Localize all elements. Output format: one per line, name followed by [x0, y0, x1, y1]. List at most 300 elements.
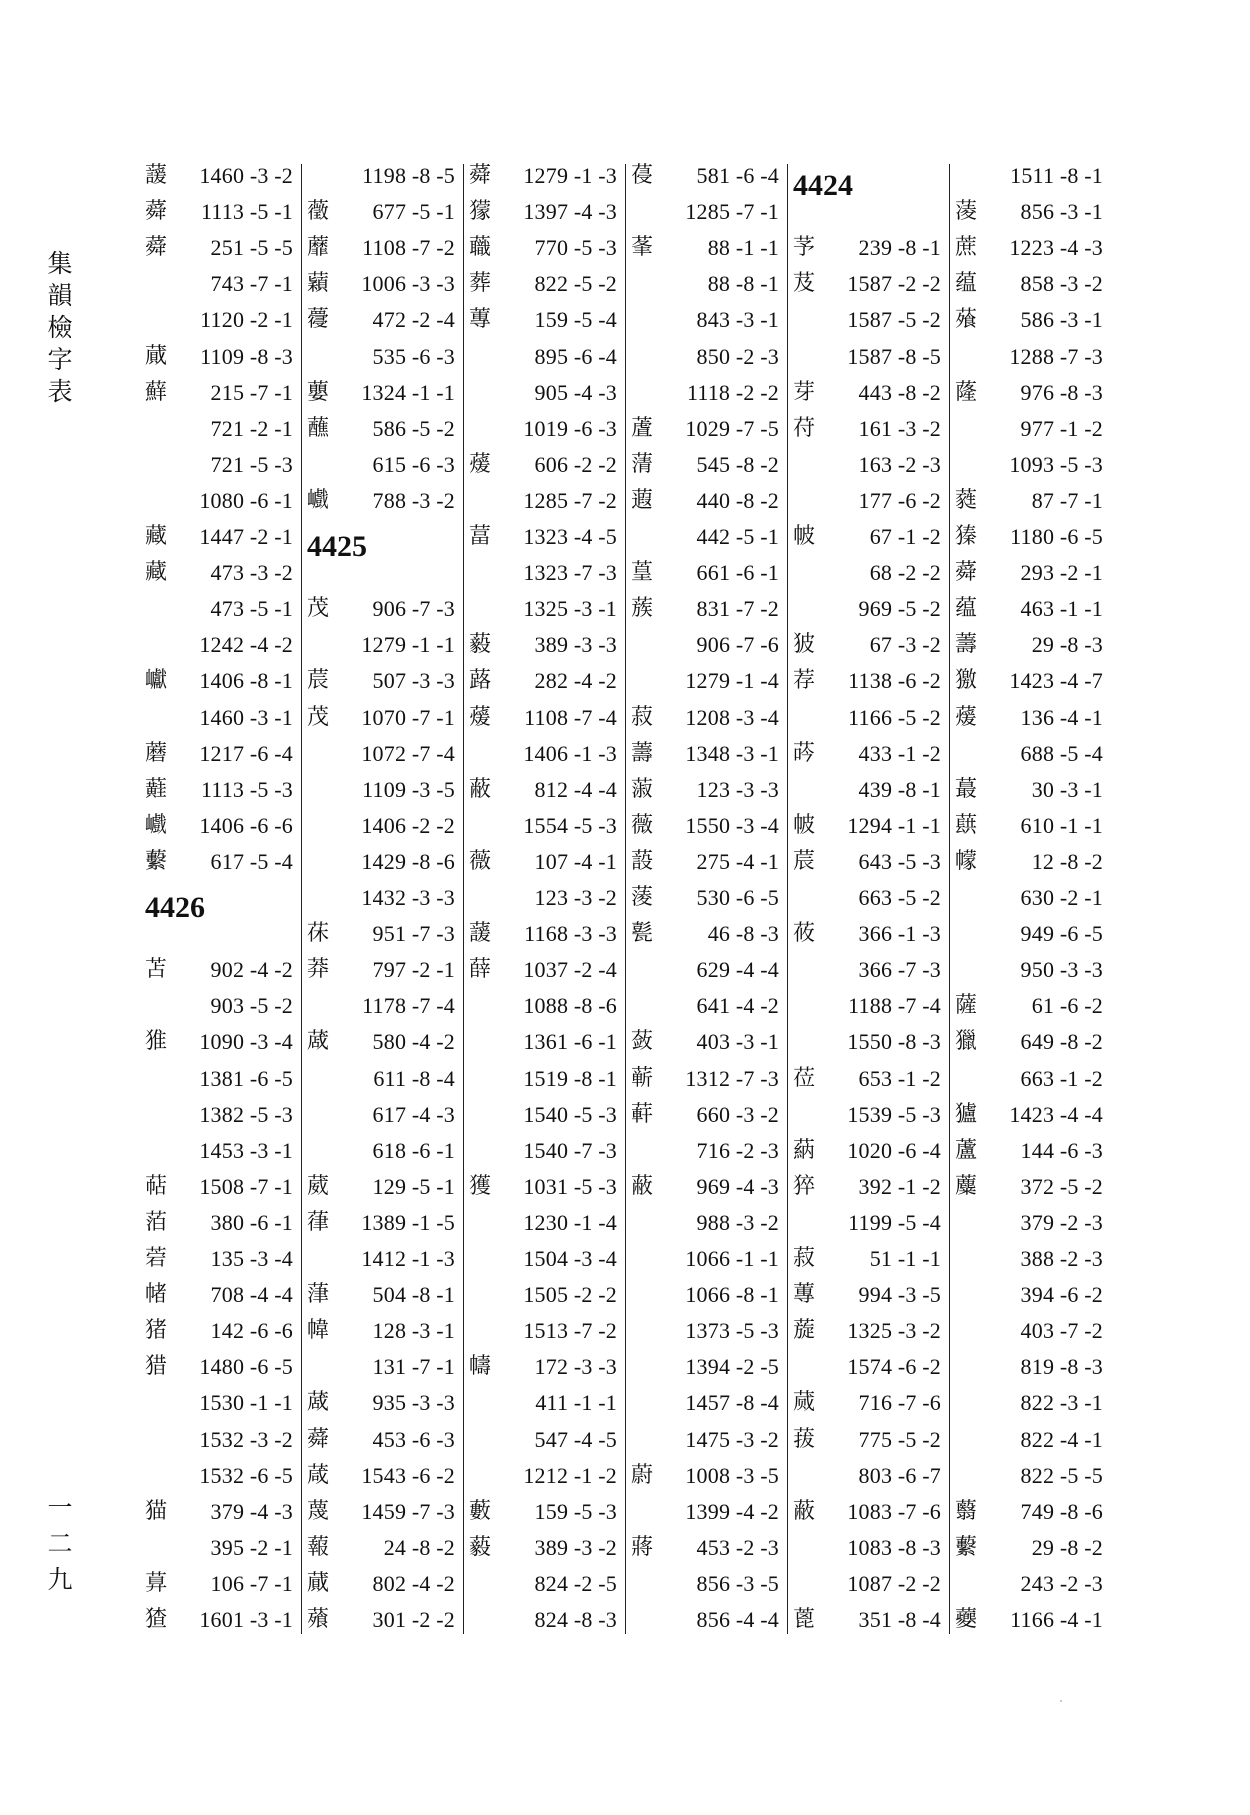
- entry-character: [145, 302, 175, 338]
- entry-reference: 1178 -7 -4: [362, 993, 455, 1019]
- index-entry: [793, 880, 951, 916]
- entry-reference: 630 -2 -1: [1020, 885, 1103, 910]
- index-entry: [955, 916, 1113, 952]
- index-entry: [307, 1313, 465, 1349]
- entry-reference: 1574 -6 -2: [847, 1354, 941, 1380]
- entry-character: [793, 447, 823, 483]
- entry-reference: 1090 -3 -4: [199, 1029, 293, 1055]
- entry-reference: 1109 -8 -3: [200, 343, 293, 369]
- entry-character: [307, 158, 337, 194]
- entry-reference: 610 -1 -1: [1020, 812, 1103, 838]
- entry-character: 苫: [145, 957, 168, 983]
- entry-reference: 1429 -8 -6: [361, 848, 455, 874]
- entry-reference: 1508 -7 -1: [199, 1173, 293, 1199]
- entry-reference: 1587 -8 -5: [847, 343, 941, 369]
- index-entry: [145, 1024, 303, 1060]
- index-entry: [469, 1277, 627, 1313]
- index-entry: [307, 1566, 465, 1602]
- entry-character: 蕣: [145, 199, 168, 225]
- entry-character: [307, 339, 337, 375]
- entry-reference: 1325 -3 -1: [523, 596, 617, 622]
- index-entry: [955, 1277, 1113, 1313]
- index-entry: [145, 158, 303, 194]
- entry-character: [469, 1602, 499, 1638]
- entry-reference: 1381 -6 -5: [199, 1065, 293, 1091]
- entry-reference: 1037 -2 -4: [523, 957, 617, 983]
- index-entry: [631, 1313, 789, 1349]
- entry-character: [793, 952, 823, 988]
- entry-character: 蔽: [631, 1173, 654, 1199]
- entry-character: [307, 772, 337, 808]
- entry-reference: 1453 -3 -1: [199, 1137, 293, 1163]
- entry-reference: 1020 -6 -4: [847, 1137, 941, 1163]
- index-entry: [145, 1277, 303, 1313]
- entry-character: 獥: [955, 668, 978, 694]
- entry-reference: 586 -3 -1: [1020, 307, 1103, 333]
- entry-reference: 902 -4 -2: [210, 957, 293, 983]
- section-header: 4424: [793, 169, 853, 202]
- entry-character: 薇: [631, 812, 654, 838]
- index-entry: [145, 1241, 303, 1277]
- entry-reference: 1406 -8 -1: [199, 668, 293, 694]
- entry-reference: 545 -8 -2: [696, 451, 779, 477]
- index-entry: [793, 1205, 951, 1241]
- entry-character: [469, 1241, 499, 1277]
- entry-reference: 663 -5 -2: [858, 885, 941, 910]
- entry-reference: 743 -7 -1: [210, 271, 293, 297]
- index-entry: [793, 1061, 951, 1097]
- entry-character: [307, 880, 337, 916]
- index-entry: [145, 844, 303, 880]
- index-entry: [793, 483, 951, 519]
- index-entry: [793, 1458, 951, 1494]
- index-entry: [469, 1566, 627, 1602]
- entry-character: 菽: [631, 704, 654, 730]
- index-entry: [469, 916, 627, 952]
- entry-reference: 1288 -7 -3: [1009, 343, 1103, 369]
- entry-reference: 822 -3 -1: [1020, 1390, 1103, 1416]
- entry-reference: 903 -5 -2: [210, 993, 293, 1019]
- entry-reference: 172 -3 -3: [534, 1354, 617, 1380]
- entry-character: 蕴: [955, 271, 978, 297]
- index-entry: [469, 700, 627, 736]
- entry-reference: 51 -1 -1: [869, 1246, 941, 1271]
- index-entry: [469, 519, 627, 555]
- entry-reference: 136 -4 -1: [1020, 704, 1103, 730]
- index-entry: [793, 591, 951, 627]
- entry-character: [145, 483, 175, 519]
- index-entry: [955, 230, 1113, 266]
- index-entry: [631, 375, 789, 411]
- index-entry: [307, 1169, 465, 1205]
- entry-character: [307, 447, 337, 483]
- entry-reference: 67 -3 -2: [869, 632, 941, 658]
- entry-character: 蘼: [307, 235, 330, 261]
- index-entry: [469, 1169, 627, 1205]
- entry-character: 蕵: [955, 307, 978, 333]
- index-entry: [955, 736, 1113, 772]
- index-entry: [307, 880, 465, 916]
- entry-reference: 1325 -3 -2: [847, 1318, 941, 1344]
- entry-character: 藪: [469, 1498, 492, 1524]
- entry-reference: 472 -2 -4: [372, 307, 455, 333]
- entry-character: 藏: [145, 560, 168, 586]
- entry-character: 蔽: [469, 776, 492, 802]
- index-entry: [793, 1385, 951, 1421]
- entry-character: [145, 627, 175, 663]
- index-entry: [955, 266, 1113, 302]
- entry-reference: 275 -4 -1: [696, 848, 779, 874]
- entry-reference: 215 -7 -1: [210, 379, 293, 405]
- entry-reference: 749 -8 -6: [1020, 1498, 1103, 1524]
- index-entry: [469, 447, 627, 483]
- index-entry: [469, 194, 627, 230]
- entry-reference: 29 -8 -2: [1031, 1534, 1103, 1560]
- entry-reference: 128 -3 -1: [372, 1318, 455, 1344]
- entry-character: 巘: [145, 668, 168, 694]
- entry-character: 芧: [793, 235, 816, 261]
- entry-character: 茂: [307, 596, 330, 622]
- entry-character: 蔚: [631, 1462, 654, 1488]
- index-entry: [955, 880, 1113, 916]
- entry-character: 莅: [793, 1065, 816, 1091]
- entry-character: [793, 591, 823, 627]
- entry-character: [631, 1241, 661, 1277]
- entry-character: 葏: [307, 1282, 330, 1308]
- entry-character: 猎: [145, 1354, 168, 1380]
- index-entry: [793, 808, 951, 844]
- entry-character: [469, 1385, 499, 1421]
- entry-reference: 663 -1 -2: [1020, 1065, 1103, 1091]
- index-entry: [145, 1349, 303, 1385]
- entry-reference: 775 -5 -2: [858, 1426, 941, 1452]
- index-column-2: [307, 158, 465, 1643]
- entry-reference: 46 -8 -3: [707, 921, 779, 947]
- entry-reference: 131 -7 -1: [372, 1354, 455, 1380]
- index-entry: [145, 1422, 303, 1458]
- entry-reference: 67 -1 -2: [869, 524, 941, 549]
- entry-character: 蒧: [307, 1029, 330, 1055]
- entry-reference: 282 -4 -2: [534, 668, 617, 694]
- entry-character: 蘚: [145, 379, 168, 405]
- entry-reference: 653 -1 -2: [858, 1065, 941, 1091]
- index-entry: [631, 1566, 789, 1602]
- entry-reference: 443 -8 -2: [858, 379, 941, 405]
- entry-reference: 1066 -1 -1: [685, 1246, 779, 1271]
- entry-reference: 969 -4 -3: [696, 1173, 779, 1199]
- entry-reference: 1006 -3 -3: [361, 271, 455, 297]
- index-entry: [469, 663, 627, 699]
- index-entry: [145, 1205, 303, 1241]
- entry-character: [145, 266, 175, 302]
- index-entry: [793, 447, 951, 483]
- scan-speck: [1060, 1700, 1062, 1702]
- entry-character: [469, 339, 499, 375]
- entry-reference: 661 -6 -1: [696, 560, 779, 586]
- entry-character: [145, 411, 175, 447]
- index-entry: [631, 844, 789, 880]
- entry-character: 茠: [307, 921, 330, 947]
- entry-character: 葳: [307, 1173, 330, 1199]
- entry-reference: 1373 -5 -3: [685, 1318, 779, 1344]
- entry-reference: 1083 -7 -6: [847, 1498, 941, 1524]
- entry-character: [469, 1277, 499, 1313]
- index-entry: [307, 1241, 465, 1277]
- index-entry: [631, 1097, 789, 1133]
- entry-reference: 1088 -8 -6: [523, 993, 617, 1019]
- entry-character: [955, 1313, 985, 1349]
- entry-character: [793, 1205, 823, 1241]
- entry-character: 薞: [307, 1607, 330, 1632]
- index-entry: [631, 339, 789, 375]
- entry-character: 葟: [631, 560, 654, 586]
- entry-character: 薛: [469, 957, 492, 983]
- index-entry: [955, 1349, 1113, 1385]
- entry-reference: 1138 -6 -2: [848, 668, 941, 694]
- index-entry: [145, 447, 303, 483]
- index-entry: [307, 736, 465, 772]
- entry-reference: 177 -6 -2: [858, 487, 941, 513]
- entry-reference: 379 -4 -3: [210, 1498, 293, 1524]
- entry-reference: 950 -3 -3: [1020, 957, 1103, 983]
- index-entry: [307, 808, 465, 844]
- entry-reference: 107 -4 -1: [534, 848, 617, 874]
- entry-reference: 293 -2 -1: [1020, 560, 1103, 586]
- entry-reference: 1031 -5 -3: [523, 1173, 617, 1199]
- entry-reference: 159 -5 -4: [534, 307, 617, 333]
- entry-character: 帔: [793, 524, 816, 549]
- entry-character: 獴: [469, 199, 492, 225]
- entry-reference: 453 -6 -3: [372, 1426, 455, 1452]
- entry-character: 芨: [793, 271, 816, 297]
- index-entry: [793, 1277, 951, 1313]
- entry-reference: 1601 -3 -1: [199, 1607, 293, 1632]
- index-entry: [631, 302, 789, 338]
- index-entry: [307, 1349, 465, 1385]
- entry-character: 蔣: [631, 1534, 654, 1560]
- entry-character: [469, 1097, 499, 1133]
- index-entry: [469, 1422, 627, 1458]
- entry-character: 萜: [145, 1173, 168, 1199]
- entry-reference: 142 -6 -6: [210, 1318, 293, 1344]
- entry-character: 蘻: [955, 1534, 978, 1560]
- entry-character: 蕿: [955, 704, 978, 730]
- entry-reference: 1120 -2 -1: [200, 307, 293, 333]
- entry-character: 獵: [955, 1029, 978, 1055]
- entry-character: [469, 1133, 499, 1169]
- entry-reference: 442 -5 -1: [696, 524, 779, 549]
- index-entry: [469, 1458, 627, 1494]
- entry-reference: 1279 -1 -1: [361, 632, 455, 658]
- entry-character: 蕿: [469, 704, 492, 730]
- entry-character: [793, 700, 823, 736]
- entry-character: [955, 1385, 985, 1421]
- index-entry: [631, 1277, 789, 1313]
- index-column-1: [145, 158, 303, 1643]
- index-column-3: [469, 158, 627, 1643]
- entry-character: 藏: [145, 524, 168, 549]
- index-entry: [145, 1566, 303, 1602]
- entry-character: 蕻: [955, 812, 978, 838]
- index-entry: [793, 555, 951, 591]
- entry-reference: 611 -8 -4: [373, 1065, 455, 1091]
- entry-reference: 716 -7 -6: [858, 1390, 941, 1416]
- index-entry: [145, 194, 303, 230]
- index-entry: [955, 483, 1113, 519]
- entry-character: 蒧: [307, 1390, 330, 1416]
- index-entry: [145, 411, 303, 447]
- index-entry: [955, 1385, 1113, 1421]
- index-entry: [631, 1024, 789, 1060]
- index-entry: [793, 1241, 951, 1277]
- entry-reference: 1323 -7 -3: [523, 560, 617, 586]
- entry-reference: 129 -5 -1: [372, 1173, 455, 1199]
- entry-reference: 106 -7 -1: [210, 1570, 293, 1596]
- entry-reference: 812 -4 -4: [534, 776, 617, 802]
- entry-character: [469, 555, 499, 591]
- index-entry: [631, 1241, 789, 1277]
- section-header: 4426: [145, 891, 205, 924]
- entry-character: 甏: [631, 921, 654, 947]
- index-entry: [145, 808, 303, 844]
- entry-reference: 243 -2 -3: [1020, 1570, 1103, 1596]
- index-entry: [307, 916, 465, 952]
- entry-character: [955, 1205, 985, 1241]
- entry-reference: 1285 -7 -2: [523, 487, 617, 513]
- index-entry: [469, 1097, 627, 1133]
- entry-character: 幪: [955, 848, 978, 874]
- index-entry: [955, 1061, 1113, 1097]
- entry-character: 蘙: [955, 1498, 978, 1524]
- entry-reference: 1083 -8 -3: [847, 1534, 941, 1560]
- index-entry: [145, 555, 303, 591]
- entry-reference: 1457 -8 -4: [685, 1390, 779, 1416]
- index-entry: [955, 1024, 1113, 1060]
- index-entry: [145, 627, 303, 663]
- entry-reference: 411 -1 -1: [535, 1390, 617, 1416]
- entry-character: 蓒: [631, 1101, 654, 1127]
- index-entry: [631, 988, 789, 1024]
- entry-character: [631, 375, 661, 411]
- entry-reference: 905 -4 -3: [534, 379, 617, 405]
- index-entry: [145, 1494, 303, 1530]
- entry-reference: 1532 -6 -5: [199, 1462, 293, 1488]
- entry-reference: 677 -5 -1: [372, 199, 455, 225]
- entry-character: 獉: [955, 524, 978, 549]
- entry-reference: 1460 -3 -1: [199, 704, 293, 730]
- entry-reference: 641 -4 -2: [696, 993, 779, 1019]
- entry-character: [469, 375, 499, 411]
- index-entry: [145, 1169, 303, 1205]
- entry-character: [631, 1133, 661, 1169]
- entry-reference: 1406 -6 -6: [199, 812, 293, 838]
- entry-reference: 935 -3 -3: [372, 1390, 455, 1416]
- entry-character: 蕿: [469, 451, 492, 477]
- entry-character: [631, 1494, 661, 1530]
- entry-reference: 649 -8 -2: [1020, 1029, 1103, 1055]
- entry-character: [307, 1061, 337, 1097]
- entry-reference: 856 -3 -1: [1020, 199, 1103, 225]
- entry-character: [955, 1349, 985, 1385]
- entry-reference: 239 -8 -1: [858, 235, 941, 261]
- index-entry: [793, 663, 951, 699]
- entry-reference: 403 -3 -1: [696, 1029, 779, 1055]
- entry-reference: 969 -5 -2: [858, 596, 941, 622]
- entry-character: 猪: [145, 1318, 168, 1344]
- index-entry: [469, 1530, 627, 1566]
- index-entry: [793, 844, 951, 880]
- entry-character: 莜: [793, 921, 816, 947]
- entry-reference: 1312 -7 -3: [685, 1065, 779, 1091]
- index-entry: [955, 339, 1113, 375]
- entry-character: 蘉: [307, 307, 330, 333]
- entry-character: [145, 988, 175, 1024]
- entry-reference: 1382 -5 -3: [199, 1101, 293, 1127]
- entry-reference: 351 -8 -4: [858, 1607, 941, 1632]
- entry-character: 蘔: [307, 271, 330, 297]
- entry-reference: 12 -8 -2: [1031, 848, 1103, 874]
- index-entry: [793, 375, 951, 411]
- index-entry: [145, 519, 303, 555]
- entry-character: 蘻: [145, 848, 168, 874]
- entry-reference: 1511 -8 -1: [1010, 163, 1103, 188]
- entry-character: 菪: [145, 1246, 168, 1271]
- entry-reference: 388 -2 -3: [1020, 1246, 1103, 1271]
- entry-character: [955, 916, 985, 952]
- entry-character: 茂: [307, 704, 330, 730]
- entry-reference: 30 -3 -1: [1031, 776, 1103, 802]
- entry-character: 葍: [469, 524, 492, 549]
- entry-character: [793, 1024, 823, 1060]
- index-entry: [469, 772, 627, 808]
- entry-reference: 1230 -1 -4: [523, 1209, 617, 1235]
- entry-reference: 1168 -3 -3: [524, 921, 617, 947]
- index-entry: [307, 1277, 465, 1313]
- entry-character: [631, 339, 661, 375]
- entry-character: [793, 1097, 823, 1133]
- index-entry: [631, 627, 789, 663]
- entry-reference: 895 -6 -4: [534, 343, 617, 369]
- entry-reference: 1432 -3 -3: [361, 885, 455, 910]
- entry-reference: 1285 -7 -1: [685, 199, 779, 225]
- entry-reference: 366 -1 -3: [858, 921, 941, 947]
- entry-reference: 1166 -5 -2: [848, 704, 941, 730]
- index-entry: [145, 591, 303, 627]
- entry-character: [631, 952, 661, 988]
- entry-character: 蘵: [469, 235, 492, 261]
- entry-reference: 1029 -7 -5: [685, 415, 779, 441]
- column-divider: [625, 164, 626, 1634]
- entry-reference: 1279 -1 -4: [685, 668, 779, 694]
- entry-character: [145, 1530, 175, 1566]
- entry-reference: 770 -5 -3: [534, 235, 617, 261]
- index-entry: [469, 1385, 627, 1421]
- entry-reference: 403 -7 -2: [1020, 1318, 1103, 1344]
- index-entry: [469, 1205, 627, 1241]
- entry-reference: 949 -6 -5: [1020, 921, 1103, 947]
- index-entry: [145, 1313, 303, 1349]
- entry-character: [631, 1602, 661, 1638]
- index-entry: [307, 266, 465, 302]
- entry-reference: 1423 -4 -4: [1009, 1101, 1103, 1127]
- entry-character: [955, 1277, 985, 1313]
- entry-character: 蕤: [955, 487, 978, 513]
- index-entry: [307, 1024, 465, 1060]
- index-entry: [469, 158, 627, 194]
- entry-character: [793, 555, 823, 591]
- index-entry: [307, 339, 465, 375]
- entry-character: 蔹: [631, 1029, 654, 1055]
